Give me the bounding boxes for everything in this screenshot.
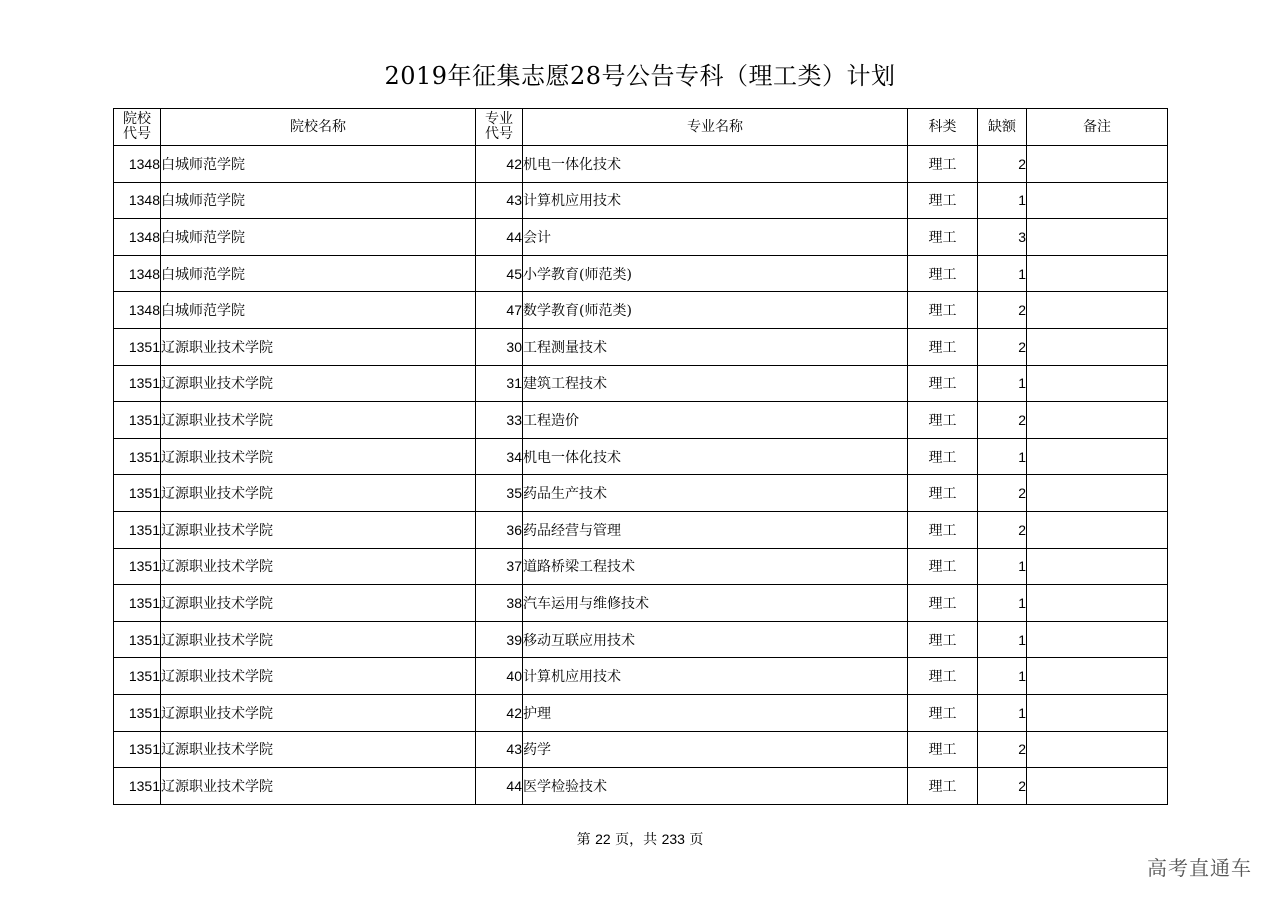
cell-quota: 1 xyxy=(978,255,1027,292)
table-body xyxy=(114,146,1168,805)
cell-quota: 2 xyxy=(978,292,1027,329)
table-row xyxy=(114,658,1168,695)
cell-school-code: 1351 xyxy=(114,768,161,805)
table-row xyxy=(114,475,1168,512)
cell-category: 理工 xyxy=(908,328,978,365)
cell-remarks xyxy=(1027,621,1168,658)
cell-remarks xyxy=(1027,182,1168,219)
cell-remarks xyxy=(1027,402,1168,439)
cell-quota: 3 xyxy=(978,219,1027,256)
table-row xyxy=(114,548,1168,585)
table-row xyxy=(114,255,1168,292)
page-title: 2019年征集志愿28号公告专科（理工类）计划 xyxy=(384,62,896,90)
cell-school-code: 1351 xyxy=(114,658,161,695)
header-major-name: 专业名称 xyxy=(523,109,908,146)
cell-category: 理工 xyxy=(908,255,978,292)
cell-school-name: 白城师范学院 xyxy=(161,182,476,219)
cell-major-name: 道路桥梁工程技术 xyxy=(523,548,908,585)
cell-school-code: 1348 xyxy=(114,182,161,219)
cell-major-code: 45 xyxy=(476,255,523,292)
table-row xyxy=(114,585,1168,622)
cell-major-code: 43 xyxy=(476,182,523,219)
cell-quota: 2 xyxy=(978,402,1027,439)
cell-major-code: 30 xyxy=(476,328,523,365)
cell-quota: 1 xyxy=(978,548,1027,585)
cell-school-code: 1351 xyxy=(114,731,161,768)
cell-school-code: 1351 xyxy=(114,328,161,365)
cell-school-code: 1351 xyxy=(114,402,161,439)
header-school-code: 院校 代号 xyxy=(114,109,161,146)
cell-quota: 1 xyxy=(978,365,1027,402)
cell-major-name: 会计 xyxy=(523,219,908,256)
cell-quota: 2 xyxy=(978,475,1027,512)
cell-school-code: 1351 xyxy=(114,694,161,731)
cell-major-name: 建筑工程技术 xyxy=(523,365,908,402)
cell-category: 理工 xyxy=(908,694,978,731)
cell-school-code: 1351 xyxy=(114,585,161,622)
cell-category: 理工 xyxy=(908,438,978,475)
cell-major-code: 42 xyxy=(476,146,523,183)
cell-school-name: 辽源职业技术学院 xyxy=(161,768,476,805)
cell-major-code: 47 xyxy=(476,292,523,329)
cell-quota: 1 xyxy=(978,182,1027,219)
table-row xyxy=(114,219,1168,256)
cell-school-name: 辽源职业技术学院 xyxy=(161,621,476,658)
cell-quota: 1 xyxy=(978,694,1027,731)
table-row xyxy=(114,768,1168,805)
cell-remarks xyxy=(1027,146,1168,183)
cell-category: 理工 xyxy=(908,658,978,695)
cell-school-name: 辽源职业技术学院 xyxy=(161,475,476,512)
cell-major-name: 计算机应用技术 xyxy=(523,182,908,219)
cell-school-name: 白城师范学院 xyxy=(161,219,476,256)
cell-major-name: 移动互联应用技术 xyxy=(523,621,908,658)
table-row xyxy=(114,731,1168,768)
cell-category: 理工 xyxy=(908,731,978,768)
table-header-row xyxy=(114,109,1168,146)
admission-plan-table xyxy=(113,108,1168,805)
cell-remarks xyxy=(1027,219,1168,256)
cell-quota: 2 xyxy=(978,731,1027,768)
cell-category: 理工 xyxy=(908,146,978,183)
cell-major-name: 汽车运用与维修技术 xyxy=(523,585,908,622)
cell-remarks xyxy=(1027,548,1168,585)
cell-major-code: 33 xyxy=(476,402,523,439)
cell-major-name: 护理 xyxy=(523,694,908,731)
cell-school-name: 白城师范学院 xyxy=(161,292,476,329)
cell-category: 理工 xyxy=(908,621,978,658)
cell-school-name: 辽源职业技术学院 xyxy=(161,511,476,548)
cell-remarks xyxy=(1027,292,1168,329)
cell-major-code: 40 xyxy=(476,658,523,695)
cell-school-name: 辽源职业技术学院 xyxy=(161,365,476,402)
cell-major-code: 35 xyxy=(476,475,523,512)
cell-major-name: 小学教育(师范类) xyxy=(523,255,908,292)
cell-school-name: 白城师范学院 xyxy=(161,255,476,292)
cell-major-name: 药品经营与管理 xyxy=(523,511,908,548)
page-footer: 第 22 页，共 233 页 xyxy=(576,831,704,848)
cell-category: 理工 xyxy=(908,548,978,585)
cell-remarks xyxy=(1027,768,1168,805)
cell-major-name: 机电一体化技术 xyxy=(523,438,908,475)
cell-remarks xyxy=(1027,658,1168,695)
cell-category: 理工 xyxy=(908,475,978,512)
cell-category: 理工 xyxy=(908,768,978,805)
cell-category: 理工 xyxy=(908,182,978,219)
cell-school-name: 辽源职业技术学院 xyxy=(161,328,476,365)
cell-category: 理工 xyxy=(908,585,978,622)
cell-major-name: 医学检验技术 xyxy=(523,768,908,805)
watermark-logo: 高考直通车 xyxy=(1147,856,1252,880)
cell-major-code: 37 xyxy=(476,548,523,585)
table-row xyxy=(114,365,1168,402)
cell-remarks xyxy=(1027,475,1168,512)
cell-major-code: 38 xyxy=(476,585,523,622)
cell-remarks xyxy=(1027,511,1168,548)
cell-category: 理工 xyxy=(908,292,978,329)
cell-major-name: 计算机应用技术 xyxy=(523,658,908,695)
cell-school-code: 1351 xyxy=(114,621,161,658)
cell-major-code: 34 xyxy=(476,438,523,475)
table-row xyxy=(114,511,1168,548)
table-row xyxy=(114,694,1168,731)
page-total: 233 xyxy=(661,831,685,847)
table-row xyxy=(114,328,1168,365)
cell-major-code: 36 xyxy=(476,511,523,548)
table-row xyxy=(114,292,1168,329)
cell-major-name: 机电一体化技术 xyxy=(523,146,908,183)
cell-school-code: 1348 xyxy=(114,146,161,183)
cell-school-code: 1351 xyxy=(114,365,161,402)
cell-quota: 2 xyxy=(978,768,1027,805)
cell-quota: 2 xyxy=(978,328,1027,365)
header-remarks: 备注 xyxy=(1027,109,1168,146)
cell-school-code: 1351 xyxy=(114,511,161,548)
cell-school-name: 辽源职业技术学院 xyxy=(161,548,476,585)
cell-quota: 1 xyxy=(978,585,1027,622)
table-row xyxy=(114,402,1168,439)
cell-major-name: 药学 xyxy=(523,731,908,768)
cell-major-name: 工程测量技术 xyxy=(523,328,908,365)
table-row xyxy=(114,621,1168,658)
cell-major-code: 31 xyxy=(476,365,523,402)
cell-school-name: 辽源职业技术学院 xyxy=(161,694,476,731)
cell-major-name: 数学教育(师范类) xyxy=(523,292,908,329)
cell-remarks xyxy=(1027,585,1168,622)
cell-school-name: 辽源职业技术学院 xyxy=(161,658,476,695)
header-category: 科类 xyxy=(908,109,978,146)
cell-remarks xyxy=(1027,438,1168,475)
cell-school-code: 1348 xyxy=(114,255,161,292)
cell-remarks xyxy=(1027,365,1168,402)
cell-school-name: 辽源职业技术学院 xyxy=(161,585,476,622)
cell-remarks xyxy=(1027,328,1168,365)
table-row xyxy=(114,146,1168,183)
cell-school-name: 辽源职业技术学院 xyxy=(161,731,476,768)
cell-major-code: 39 xyxy=(476,621,523,658)
cell-category: 理工 xyxy=(908,365,978,402)
cell-quota: 1 xyxy=(978,621,1027,658)
cell-quota: 1 xyxy=(978,438,1027,475)
cell-school-code: 1348 xyxy=(114,292,161,329)
cell-remarks xyxy=(1027,731,1168,768)
cell-category: 理工 xyxy=(908,402,978,439)
cell-major-code: 42 xyxy=(476,694,523,731)
cell-major-code: 43 xyxy=(476,731,523,768)
header-major-code: 专业 代号 xyxy=(476,109,523,146)
cell-school-code: 1348 xyxy=(114,219,161,256)
cell-major-code: 44 xyxy=(476,219,523,256)
table-row xyxy=(114,438,1168,475)
cell-category: 理工 xyxy=(908,511,978,548)
header-quota: 缺额 xyxy=(978,109,1027,146)
cell-school-name: 白城师范学院 xyxy=(161,146,476,183)
cell-remarks xyxy=(1027,255,1168,292)
cell-remarks xyxy=(1027,694,1168,731)
page-number: 22 xyxy=(595,831,611,847)
cell-school-code: 1351 xyxy=(114,548,161,585)
table-row xyxy=(114,182,1168,219)
cell-school-name: 辽源职业技术学院 xyxy=(161,402,476,439)
cell-major-code: 44 xyxy=(476,768,523,805)
cell-quota: 2 xyxy=(978,146,1027,183)
header-school-name: 院校名称 xyxy=(161,109,476,146)
cell-school-code: 1351 xyxy=(114,475,161,512)
cell-major-name: 药品生产技术 xyxy=(523,475,908,512)
cell-quota: 2 xyxy=(978,511,1027,548)
cell-major-name: 工程造价 xyxy=(523,402,908,439)
cell-school-name: 辽源职业技术学院 xyxy=(161,438,476,475)
cell-school-code: 1351 xyxy=(114,438,161,475)
cell-quota: 1 xyxy=(978,658,1027,695)
cell-category: 理工 xyxy=(908,219,978,256)
